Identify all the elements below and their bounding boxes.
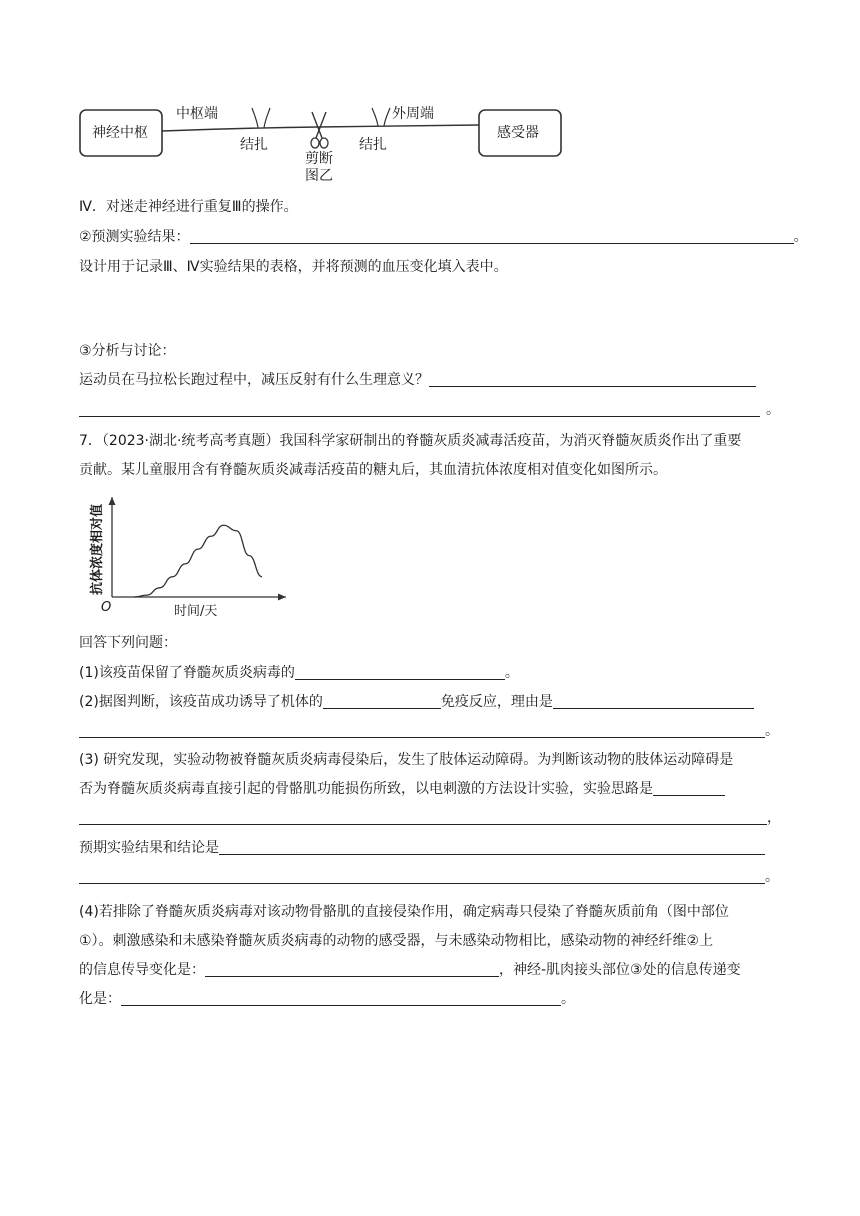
q7-part4-blank-1[interactable] [205,962,499,977]
ligature-left-mark [252,108,270,128]
label-peripheral-end: 外周端 [392,106,434,122]
q7-part3-line2 [79,779,725,799]
q7-intro-line1: 7．（2023·湖北·统考高考真题）我国科学家研制出的脊髓灰质炎减毒活疫苗，为消灭脊髓灰质炎作出了重要 [79,433,742,449]
ligature-right-mark [372,108,390,126]
q7-part1 [79,663,519,683]
q7-part3-comma: ， [767,810,781,826]
figure-caption: 图乙 [305,168,333,184]
q7-part2 [79,692,754,712]
answer-prompt: 回答下列问题： [79,635,177,651]
nerve-diagram-svg [0,0,860,190]
q7-part2-blank-1[interactable] [323,694,441,709]
q7-intro-line2: 贡献。某儿童服用含有脊髓灰质炎减毒活疫苗的糖丸后，其血清抗体浓度相对值变化如图所示。 [79,462,667,478]
q7-part1-period: 。 [504,665,519,681]
predict-blank[interactable] [190,229,794,244]
q7-part4-line1: (4)若排除了脊髓灰质炎病毒对该动物骨骼肌的直接侵染作用，确定病毒只侵染了脊髓灰质前角（图中部位 [79,904,729,920]
q7-part2-blank-3[interactable] [79,723,765,738]
q7-part3-line3 [79,808,781,828]
antibody-curve [134,525,262,597]
chart-x-label: 时间/天 [174,604,218,619]
q7-part3-blank-2[interactable] [79,810,767,825]
label-ligate-right: 结扎 [359,137,387,153]
q7-part2-continuation [79,721,779,741]
q7-part3-line4 [79,838,765,858]
q7-part4-blank-2[interactable] [121,991,561,1006]
chart-origin-label: O [101,600,112,615]
predict-period: 。 [793,229,808,245]
chart-y-label: 抗体浓度相对值 [90,503,105,595]
q7-part3-line5 [79,867,779,887]
q7-part3-blank-4[interactable] [79,869,765,884]
q7-part2-period: 。 [765,723,779,739]
predict-label: ②预测实验结果： [79,229,190,245]
analysis-question-line [79,370,756,390]
label-cut: 剪断 [305,151,333,167]
q7-part2-mid: 免疫反应，理由是 [440,694,553,710]
step-four: Ⅳ．对迷走神经进行重复Ⅲ的操作。 [79,199,298,215]
analysis-period: 。 [766,402,780,418]
chart-axes [109,497,287,601]
q7-part2-text: (2)据图判断，该疫苗成功诱导了机体的 [79,694,323,710]
q7-part4-text2: 化是： [79,991,121,1007]
q7-part4-line3 [79,960,741,980]
q7-part3-blank-3[interactable] [219,840,765,855]
analysis-blank-1[interactable] [429,372,756,387]
predict-result-line [79,227,808,247]
label-receptor: 感受器 [497,125,539,141]
q7-part3-expect: 预期实验结果和结论是 [79,840,219,856]
analysis-label: ③分析与讨论： [79,343,176,359]
q7-part4-mid: ，神经-肌肉接头部位③处的信息传递变 [499,962,741,978]
q7-part4-line4 [79,989,575,1009]
q7-part3-period: 。 [765,869,779,885]
q7-part2-blank-2[interactable] [553,694,754,709]
q7-part4-text: 的信息传导变化是： [79,962,205,978]
label-ligate-left: 结扎 [240,137,268,153]
label-central-end: 中枢端 [176,106,218,122]
analysis-continuation-line [79,400,780,420]
analysis-blank-2[interactable] [79,402,760,417]
q7-part1-blank[interactable] [295,665,505,680]
chart-x-arrow [278,594,286,601]
label-central-nervous: 神经中枢 [92,125,148,141]
table-instruction: 设计用于记录Ⅲ、Ⅳ实验结果的表格，并将预测的血压变化填入表中。 [79,259,508,275]
q7-part4-line2: ①）。刺激感染和未感染脊髓灰质炎病毒的动物的感受器，与未感染动物相比，感染动物的神经纤维②上 [79,933,714,949]
q7-part3-blank-1[interactable] [653,781,725,796]
analysis-question: 运动员在马拉松长跑过程中，减压反射有什么生理意义？ [79,372,429,388]
q7-part3-text: 否为脊髓灰质炎病毒直接引起的骨骼肌功能损伤所致，以电刺激的方法设计实验，实验思路是 [79,781,653,797]
q7-part3-line1: (3) 研究发现，实验动物被脊髓灰质炎病毒侵染后，发生了肢体运动障碍。为判断该动物的肢体运动障碍是 [79,752,734,768]
q7-part4-period: 。 [561,991,575,1007]
q7-part1-text: (1)该疫苗保留了脊髓灰质炎病毒的 [79,665,295,681]
chart-y-arrow [109,497,116,505]
scissors-icon [311,112,328,148]
